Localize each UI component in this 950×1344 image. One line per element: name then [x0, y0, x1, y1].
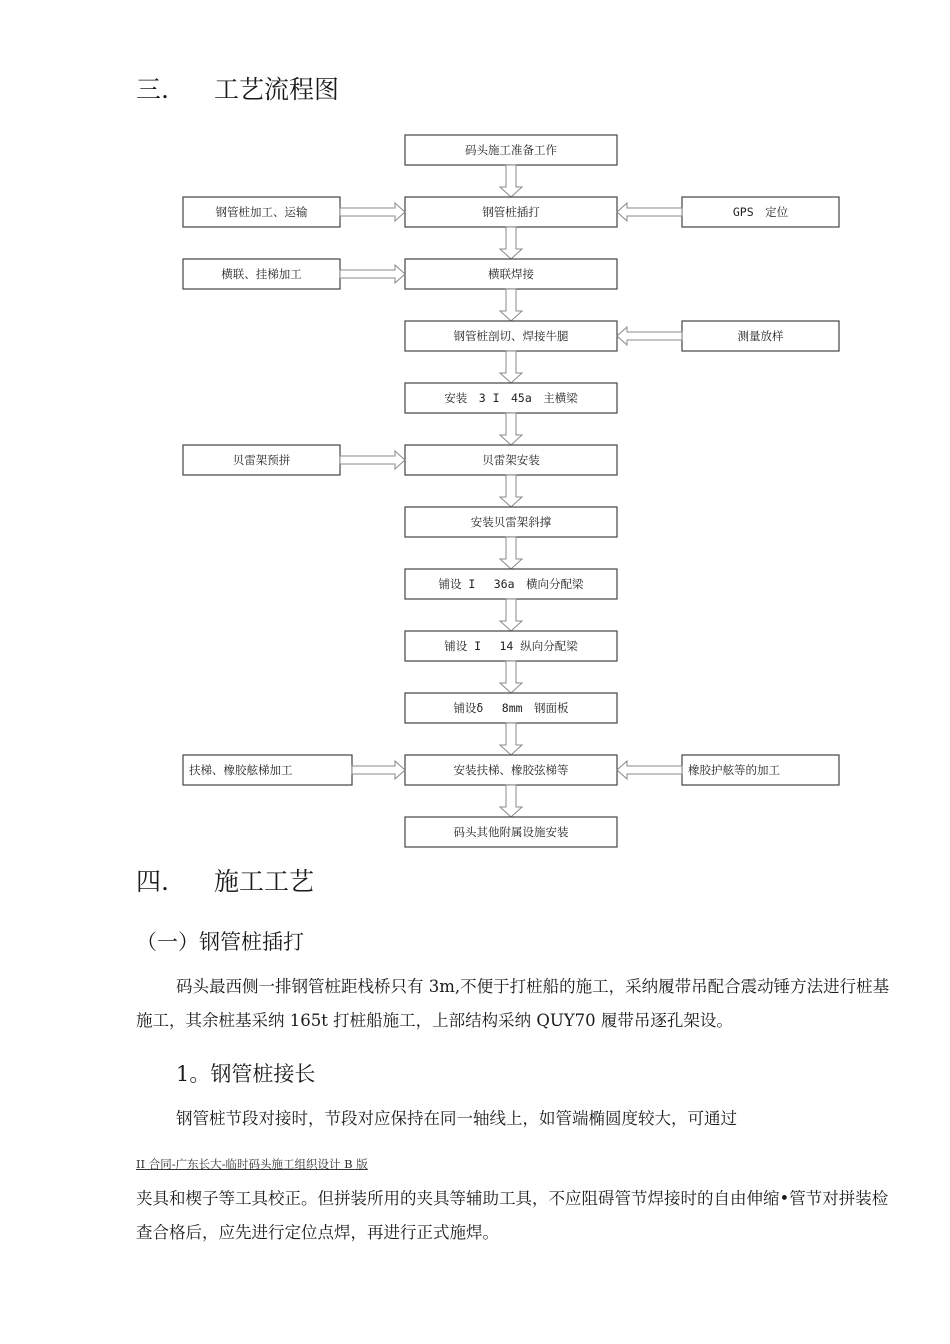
subsection-1-1-title: 1。钢管桩接长 [176, 1062, 316, 1086]
flow-input-right-1-label: GPS 定位 [732, 205, 789, 219]
flow-step-12-label: 码头其他附属设施安装 [453, 825, 569, 839]
flow-down-arrow-7 [500, 537, 522, 569]
flow-input-left-3-label: 贝雷架预拼 [232, 453, 291, 467]
flow-step-3-label: 横联焊接 [488, 267, 534, 281]
flow-down-arrow-6 [500, 475, 522, 507]
flow-down-arrow-3 [500, 289, 522, 321]
flow-down-arrow-10 [500, 723, 522, 755]
flow-down-arrow-11 [500, 785, 522, 817]
section-4-number: 四. [136, 867, 169, 896]
flow-input-right-2-label: 测量放样 [737, 329, 784, 343]
paragraph-1: 码头最西侧一排钢管桩距栈桥只有 3m,不便于打桩船的施工，采纳履带吊配合震动锤方法进行桩基施工，其余桩基采纳 165t 打桩船施工，上部结构采纳 QUY70 履带吊逐孔架设。 [136, 977, 890, 1030]
flow-left-arrow-3 [617, 761, 682, 779]
section-4-heading [136, 862, 314, 898]
flow-input-right-3-label: 橡胶护舷等的加工 [688, 763, 780, 777]
document-footer-note: II 合同-广东长大-临时码头施工组织设计 B 版 [136, 1157, 368, 1171]
flow-step-1-label: 码头施工准备工作 [465, 143, 557, 157]
flow-step-4-label: 钢管桩剖切、焊接牛腿 [453, 329, 569, 343]
flow-step-7-label: 安装贝雷架斜撑 [470, 515, 552, 529]
flow-down-arrow-5 [500, 413, 522, 445]
section-3-number: 三. [136, 75, 169, 104]
flow-down-arrow-2 [500, 227, 522, 259]
flow-down-arrow-1 [500, 165, 522, 197]
flow-step-6-label: 贝雷架安装 [482, 453, 540, 467]
flow-step-5-label: 安装 3 I 45a 主横梁 [444, 391, 578, 405]
flow-left-arrow-1 [617, 203, 682, 221]
flow-step-9-label: 铺设 I 14 纵向分配梁 [444, 639, 578, 653]
flow-input-left-1-label: 钢管桩加工、运输 [215, 205, 308, 219]
flow-input-left-2-label: 横联、挂梯加工 [221, 267, 302, 281]
flow-step-11-label: 安装扶梯、橡胶弦梯等 [453, 763, 569, 777]
flow-input-left-4-label: 扶梯、橡胶舷梯加工 [189, 763, 293, 777]
flow-step-10-label: 铺设δ 8mm 钢面板 [453, 701, 569, 715]
flow-step-2-label: 钢管桩插打 [482, 205, 540, 219]
flow-step-8-label: 铺设 I 36a 横向分配梁 [438, 577, 584, 591]
flow-right-arrow-4 [352, 761, 405, 779]
section-4-title: 施工工艺 [214, 867, 315, 896]
paragraph-3: 夹具和楔子等工具校正。但拼装所用的夹具等辅助工具，不应阻碍管节焊接时的自由伸缩•管节对拼装检查合格后，应先进行定位点焊，再进行正式施焊。 [136, 1189, 889, 1242]
flow-left-arrow-2 [617, 327, 682, 345]
flow-down-arrow-9 [500, 661, 522, 693]
flow-right-arrow-2 [340, 265, 405, 283]
flow-right-arrow-1 [340, 203, 405, 221]
paragraph-2: 钢管桩节段对接时，节段对应保持在同一轴线上，如管端椭圆度较大，可通过 [176, 1109, 737, 1128]
flow-down-arrow-4 [500, 351, 522, 383]
subsection-1-title: （一）钢管桩插打 [136, 930, 304, 954]
flow-down-arrow-8 [500, 599, 522, 631]
flow-right-arrow-3 [340, 451, 405, 469]
section-3-title: 工艺流程图 [214, 75, 340, 104]
